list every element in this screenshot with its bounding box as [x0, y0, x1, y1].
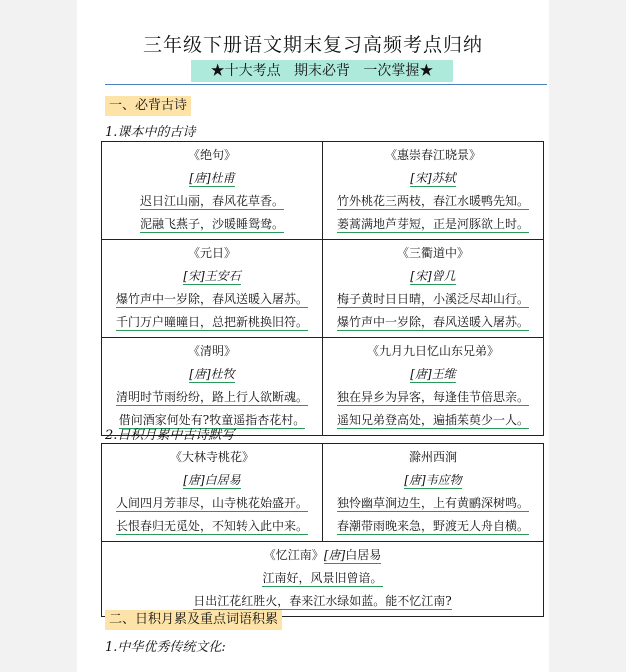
poem-line: 爆竹声中一岁除，春风送暖入屠苏。	[336, 315, 529, 329]
poem-line: 春潮带雨晚来急，野渡无人舟自横。	[336, 519, 529, 533]
poem-line: 日出江花红胜火，春来江水绿如蓝。能不忆江南?	[193, 594, 452, 608]
poem-line: 蒌蒿满地芦芽短，正是河豚欲上时。	[336, 217, 529, 231]
poem-title: 《三衢道中》	[396, 246, 469, 260]
poem-title-author: 《忆江南》[唐]白居易	[263, 548, 382, 562]
memorization-poems-table	[101, 443, 544, 617]
poem-title: 《元日》	[187, 246, 236, 260]
poem-cell	[102, 338, 323, 436]
poem-cell	[102, 142, 323, 240]
poem-line: 泥融飞燕子，沙暖睡鸳鸯。	[139, 217, 284, 231]
poem-title: 《绝句》	[187, 148, 236, 162]
poem-author: [宋]苏轼	[410, 171, 456, 185]
poem-line: 长恨春归无觅处，不知转入此中来。	[115, 519, 308, 533]
poem-line: 清明时节雨纷纷，路上行人欲断魂。	[115, 390, 308, 404]
subtitle-banner: ★十大考点 期末必背 一次掌握★	[191, 60, 453, 82]
poem-author: [唐]韦应物	[404, 473, 462, 487]
poem-title: 滁州西涧	[408, 450, 457, 464]
poem-line: 竹外桃花三两枝，春江水暖鸭先知。	[336, 194, 529, 208]
subheading-memorization-poems: 2.日积月累中古诗默写	[105, 428, 235, 443]
poem-line: 借问酒家何处有?牧童遥指杏花村。	[118, 413, 306, 427]
poem-author: [唐]杜甫	[189, 171, 235, 185]
poem-line: 千门万户曈曈日，总把新桃换旧符。	[115, 315, 308, 329]
poem-author: [宋]王安石	[183, 269, 241, 283]
poem-line: 独在异乡为异客，每逢佳节倍思亲。	[336, 390, 529, 404]
poem-cell	[102, 240, 323, 338]
poem-title: 《清明》	[187, 344, 236, 358]
poem-line: 江南好，风景旧曾谙。	[262, 571, 383, 585]
poem-line: 梅子黄时日日晴，小溪泛尽却山行。	[336, 292, 529, 306]
poem-cell	[102, 444, 323, 542]
poem-title: 《惠崇春江晓景》	[384, 148, 481, 162]
poem-cell	[323, 240, 544, 338]
poem-line: 爆竹声中一岁除，春风送暖入屠苏。	[115, 292, 308, 306]
page-title: 三年级下册语文期末复习高频考点归纳	[142, 34, 483, 56]
poem-line: 遥知兄弟登高处，遍插茱萸少一人。	[336, 413, 529, 427]
textbook-poems-table	[101, 141, 544, 436]
poem-cell	[323, 444, 544, 542]
poem-title: 《大林寺桃花》	[169, 450, 254, 464]
title-divider	[105, 84, 547, 85]
poem-title: 《九月九日忆山东兄弟》	[366, 344, 499, 358]
subheading-textbook-poems: 1.课本中的古诗	[105, 125, 196, 140]
poem-line: 人间四月芳菲尽，山寺桃花始盛开。	[115, 496, 308, 510]
poem-author: [唐]杜牧	[189, 367, 235, 381]
poem-line: 迟日江山丽，春风花草香。	[139, 194, 284, 208]
subheading-traditional-culture: 1.中华优秀传统文化:	[105, 640, 226, 655]
poem-author: [宋]曾几	[410, 269, 456, 283]
poem-author: [唐]白居易	[183, 473, 241, 487]
poem-cell	[323, 338, 544, 436]
poem-author: [唐]王维	[410, 367, 456, 381]
poem-line: 独怜幽草涧边生，上有黄鹂深树鸣。	[336, 496, 529, 510]
poem-cell	[323, 142, 544, 240]
document-page	[77, 0, 549, 672]
section-heading-ancient-poems: 一、必背古诗	[105, 96, 191, 116]
poem-cell-wide	[102, 542, 544, 617]
section-heading-vocabulary: 二、日积月累及重点词语积累	[105, 610, 282, 630]
